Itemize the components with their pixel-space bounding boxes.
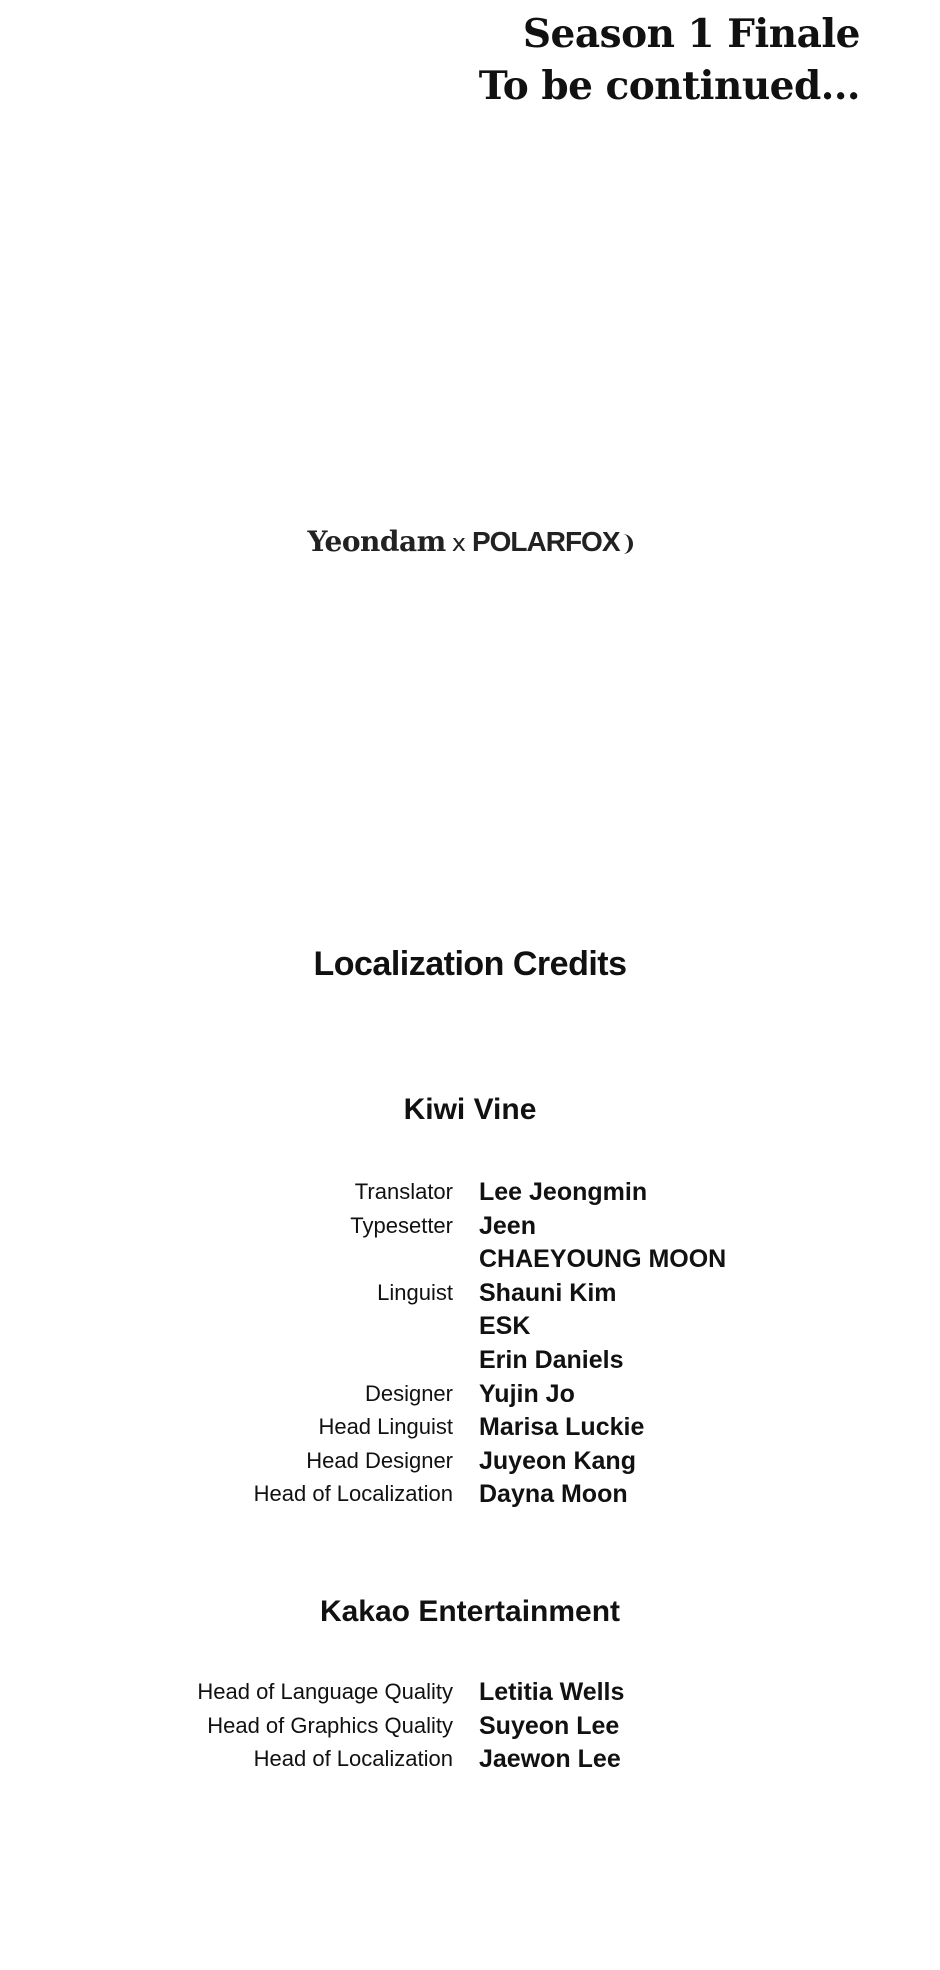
credit-row	[0, 1742, 940, 1776]
credit-name: Erin Daniels	[479, 1345, 624, 1374]
logo-yeondam: Yeondam	[307, 525, 446, 558]
credit-role: Head of Language Quality	[197, 1679, 453, 1704]
kiwi-vine-heading: Kiwi Vine	[403, 1093, 537, 1126]
credits-title: Localization Credits	[313, 945, 627, 983]
credit-role: Head of Graphics Quality	[207, 1712, 453, 1738]
kiwi-vine-credits	[0, 1175, 940, 1511]
credit-name: Lee Jeongmin	[479, 1178, 648, 1206]
credit-name: Yujin Jo	[479, 1379, 575, 1408]
credit-role: Translator	[354, 1179, 453, 1204]
season-finale-notice	[479, 8, 860, 112]
polarfox-mark-icon	[617, 534, 633, 554]
credit-row	[0, 1242, 940, 1276]
credit-row	[0, 1709, 940, 1743]
credit-role: Head Linguist	[318, 1414, 453, 1440]
credit-name: Dayna Moon	[479, 1480, 628, 1509]
studio-logo	[0, 522, 940, 567]
credit-name: Suyeon Lee	[479, 1711, 620, 1740]
credit-name: CHAEYOUNG MOON	[479, 1245, 727, 1274]
credit-name: Juyeon Kang	[479, 1446, 636, 1475]
credit-name: Letitia Wells	[479, 1678, 625, 1706]
credit-row	[0, 1675, 940, 1709]
credit-row	[0, 1343, 940, 1377]
credit-name: ESK	[479, 1312, 531, 1341]
credit-name: Marisa Luckie	[479, 1413, 645, 1442]
credit-role: Head of Localization	[253, 1481, 453, 1507]
credit-name: Jeen	[479, 1211, 536, 1240]
finale-continued: To be continued...	[478, 63, 860, 109]
credit-row	[0, 1209, 940, 1243]
credit-role: Typesetter	[350, 1212, 453, 1238]
credit-role: Designer	[364, 1380, 453, 1406]
credit-role: Head of Localization	[253, 1746, 453, 1772]
credit-name: Shauni Kim	[479, 1278, 617, 1307]
credit-row	[0, 1477, 940, 1511]
credit-role: Head Designer	[306, 1447, 453, 1473]
kakao-entertainment-credits	[0, 1675, 940, 1776]
credit-row	[0, 1276, 940, 1310]
credit-row	[0, 1309, 940, 1343]
logo-polarfox: POLARFOX	[471, 526, 620, 557]
credit-row	[0, 1377, 940, 1411]
credit-row	[0, 1175, 940, 1209]
logo-separator: x	[451, 529, 466, 557]
credit-name: Jaewon Lee	[479, 1745, 621, 1774]
credit-row	[0, 1444, 940, 1478]
kakao-entertainment-heading: Kakao Entertainment	[319, 1595, 621, 1628]
finale-title: Season 1 Finale	[522, 11, 860, 57]
credit-role: Linguist	[377, 1279, 453, 1305]
credit-row	[0, 1410, 940, 1444]
